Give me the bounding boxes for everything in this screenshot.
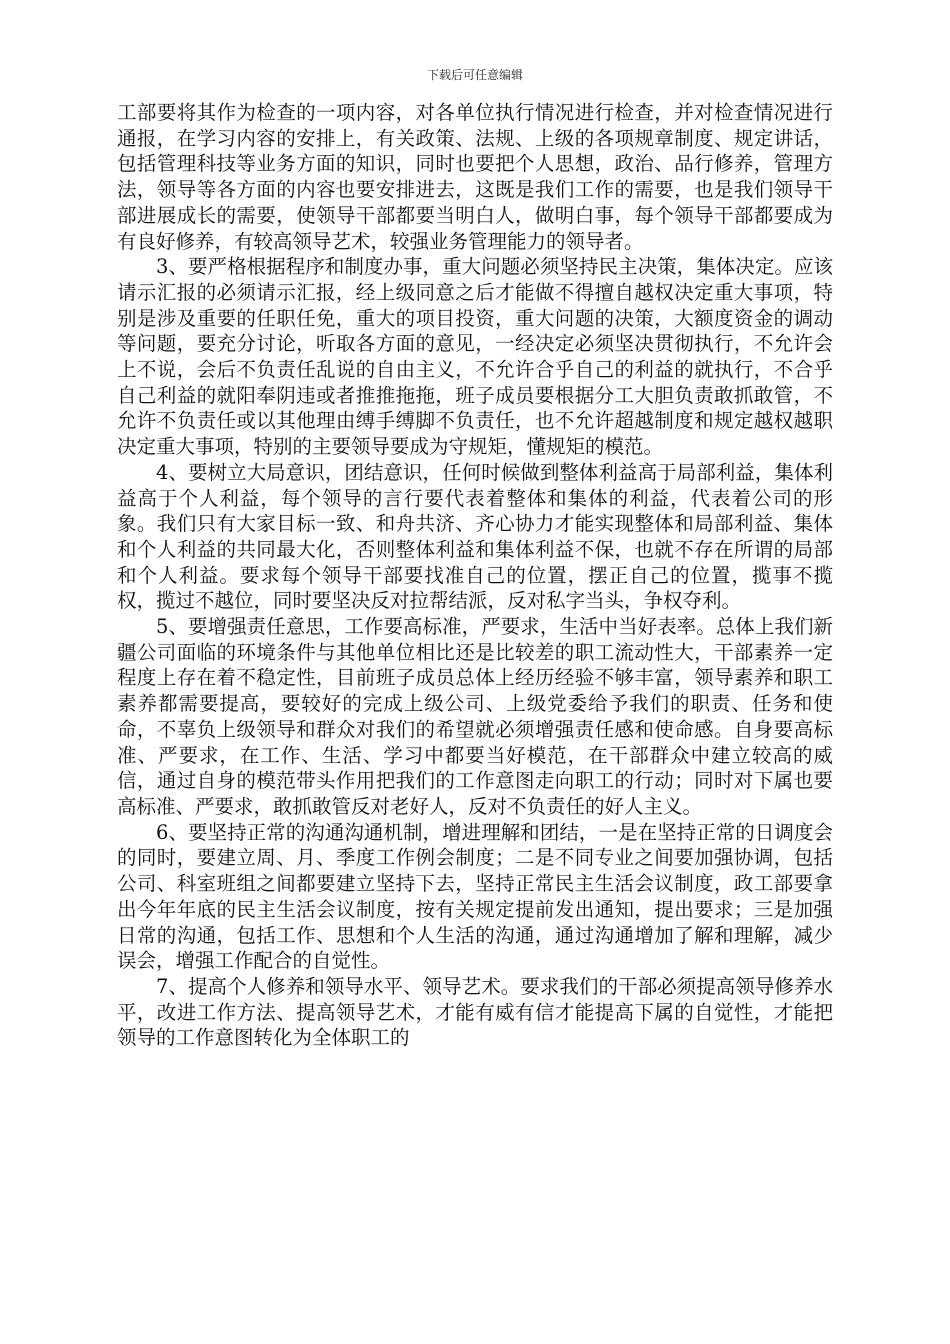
- document-body: [117, 100, 833, 1051]
- paragraph-item-3: 3、要严格根据程序和制度办事，重大问题必须坚持民主决策，集体决定。应该请示汇报的必须请示汇报，经上级同意之后才能做不得擅自越权决定重大事项，特别是涉及重要的任职任免，重大的项目投资，重大问题的决策，大额度资金的调动等问题，要充分讨论，听取各方面的意见，一经决定必须坚决贯彻执行，不允许会上不说，会后不负责任乱说的自由主义，不允许合乎自己的利益的就执行，不合乎自己利益的就阳奉阴违或者推推拖拖，班子成员要根据分工大胆负责敢抓敢管，不允许不负责任或以其他理由缚手缚脚不负责任，也不允许超越制度和规定越权越职决定重大事项，特别的主要领导要成为守规矩，懂规矩的模范。: [117, 255, 833, 459]
- paragraph-item-4: 4、要树立大局意识，团结意识，任何时候做到整体利益高于局部利益，集体利益高于个人利益，每个领导的言行要代表着整体和集体的利益，代表着公司的形象。我们只有大家目标一致、和舟共济、齐心协力才能实现整体和局部利益、集体和个人利益的共同最大化，否则整体利益和集体利益不保，也就不存在所谓的局部和个人利益。要求每个领导干部要找准自己的位置，摆正自己的位置，揽事不揽权，揽过不越位，同时要坚决反对拉帮结派，反对私字当头，争权夺利。: [117, 460, 833, 613]
- paragraph-continuation: 工部要将其作为检查的一项内容，对各单位执行情况进行检查，并对检查情况进行通报，在学习内容的安排上，有关政策、法规、上级的各项规章制度、规定讲话，包括管理科技等业务方面的知识，同时也要把个人思想，政治、品行修养，管理方法，领导等各方面的内容也要安排进去，这既是我们工作的需要，也是我们领导干部进展成长的需要，使领导干部都要当明白人，做明白事，每个领导干部都要成为有良好修养，有较高领导艺术，较强业务管理能力的领导者。: [117, 101, 833, 253]
- paragraph-item-6: 6、要坚持正常的沟通沟通机制，增进理解和团结，一是在坚持正常的日调度会的同时，要建立周、月、季度工作例会制度；二是不同专业之间要加强协调，包括公司、科室班组之间都要建立坚持下去，坚持正常民主生活会议制度，政工部要拿出今年年底的民主生活会议制度，按有关规定提前发出通知，提出要求；三是加强日常的沟通，包括工作、思想和个人生活的沟通，通过沟通增加了解和理解，减少误会，增强工作配合的自觉性。: [117, 820, 833, 973]
- paragraph-item-7: 7、提高个人修养和领导水平、领导艺术。要求我们的干部必须提高领导修养水平，改进工作方法、提高领导艺术，才能有威有信才能提高下属的自觉性，才能把领导的工作意图转化为全体职工的: [117, 974, 833, 1050]
- page-header-note: 下载后可任意编辑: [426, 68, 523, 82]
- paragraph-item-5: 5、要增强责任意思，工作要高标准，严要求，生活中当好表率。总体上我们新疆公司面临的环境条件与其他单位相比还是比较差的职工流动性大，干部素养一定程度上存在着不稳定性，目前班子成员总体上经历经验不够丰富，领导素养和职工素养都需要提高，要较好的完成上级公司、上级党委给予我们的职责、任务和使命，不辜负上级领导和群众对我们的希望就必须增强责任感和使命感。自身要高标准、严要求，在工作、生活、学习中都要当好模范，在干部群众中建立较高的威信，通过自身的模范带头作用把我们的工作意图走向职工的行动；同时对下属也要高标准、严要求，敢抓敢管反对老好人，反对不负责任的好人主义。: [117, 615, 833, 818]
